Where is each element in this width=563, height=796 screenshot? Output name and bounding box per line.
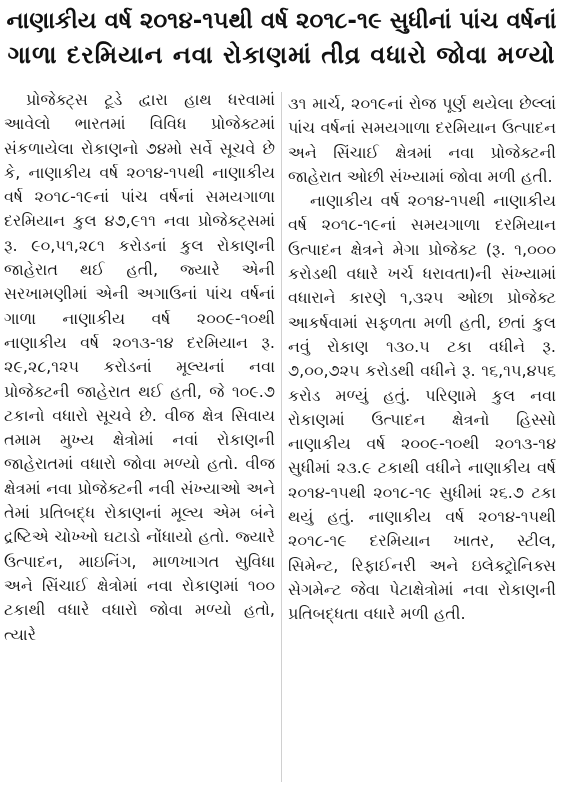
left-column-paragraph: પ્રોજેક્ટ્સ ટૂડે દ્વારા હાથ ધરવામાં આવેલો ભારતમાં વિવિધ પ્રોજેક્ટમાં સંકળાયેલા રોકાણનો ૭૪મો સર્વે સૂચવે છે કે, નાણાકીય વર્ષ ૨૦૧૪-૧૫થી નાણાકીય વર્ષ ૨૦૧૮-૧૯નાં પાંચ વર્ષનાં સમયગાળા દરમિયાન કુલ ૪૭,૯૧૧ નવા પ્રોજેક્ટ્સમાં રૂ. ૯૦,૫૧,૨૮૧ કરોડનાં કુલ રોકાણની જાહેરાત થઈ હતી, જ્યારે એની સરખામણીમાં એની અગાઉનાં પાંચ વર્ષનાં ગાળા નાણાકીય વર્ષ ૨૦૦૯-૧૦થી નાણાકીય વર્ષ ૨૦૧૩-૧૪ દરમિયાન રૂ. ૨૯,૨૮,૧૨૫ કરોડનાં મૂલ્યનાં નવા પ્રોજેક્ટની જાહેરાત થઈ હતી, જે ૧૦૯.૭ ટકાનો વધારો સૂચવે છે. વીજ ક્ષેત્ર સિવાય તમામ મુખ્ય ક્ષેત્રોમાં નવાં રોકાણની જાહેરાતમાં વધારો જોવા મળ્યો હતો. વીજ ક્ષેત્રમાં નવા પ્રોજેક્ટની નવી સંખ્યાઓ અને તેમાં પ્રતિબદ્ધ રોકાણનાં મૂલ્ય એમ બંને દ્રષ્ટિએ ચોખ્ખો ઘટાડો નોંધાયો હતો. જ્યારે ઉત્પાદન, માઇનિંગ, માળખાગત સુવિધા અને સિંચાઈ ક્ષેત્રોમાં નવા રોકાણમાં ૧૦૦ ટકાથી વધારે વધારો જોવા મળ્યો હતો, ત્યારે bbox=[4, 90, 275, 644]
headline-line-2: ગાળા દરમિયાન નવા રોકાણમાં તીવ્ર વધારો જોવા મળ્યો bbox=[7, 41, 556, 69]
headline-line-1: નાણાકીય વર્ષ ૨૦૧૪-૧૫થી વર્ષ ૨૦૧૮-૧૯ સુધીનાં પાંચ વર્ષનાં bbox=[6, 8, 557, 34]
right-column-paragraph-2: નાણાકીય વર્ષ ૨૦૧૪-૧૫થી નાણાકીય વર્ષ ૨૦૧૮-૧૯નાં સમયગાળા દરમિયાન ઉત્પાદન ક્ષેત્રને મેગા પ્રોજેક્ટ (રૂ. ૧,૦૦૦ કરોડથી વધારે ખર્ચ ધરાવતા)ની સંખ્યામાં વધારાને કારણે ૧,૩૨૫ ઓછા પ્રોજેક્ટ આકર્ષવામાં સફળતા મળી હતી, છતાં કુલ નવું રોકાણ ૧૩૦.૫ ટકા વધીને રૂ. ૭,૦૦,૭૨૫ કરોડથી વધીને રૂ. ૧૬,૧૫,૪૫૬ કરોડ મળ્યું હતું. પરિણામે કુલ નવા રોકાણમાં ઉત્પાદન ક્ષેત્રનો હિસ્સો નાણાકીય વર્ષ ૨૦૦૯-૧૦થી ૨૦૧૩-૧૪ સુધીમાં ૨૩.૯ ટકાથી વધીને નાણાકીય વર્ષ ૨૦૧૪-૧૫થી ૨૦૧૮-૧૯ સુધીમાં ૨૬.૭ ટકા થયું હતું. નાણાકીય વર્ષ ૨૦૧૪-૧૫થી ૨૦૧૮-૧૯ દરમિયાન ખાતર, સ્ટીલ, સિમેન્ટ, રિફાઈનરી અને ઇલેક્ટ્રોનિક્સ સેગમેન્ટ જેવા પેટાક્ષેત્રોમાં નવા રોકાણની પ્રતિબદ્ધતા વધારે મળી હતી. bbox=[288, 191, 556, 624]
right-column bbox=[288, 92, 556, 627]
right-column-paragraph-1: ૩૧ માર્ચ, ૨૦૧૯નાં રોજ પૂર્ણ થયેલા છેલ્લાં પાંચ વર્ષનાં સમયગાળા દરમિયાન ઉત્પાદન અને સિંચાઈ ક્ષેત્રમાં નવા પ્રોજેક્ટની જાહેરાત ઓછી સંખ્યામાં જોવા મળી હતી. bbox=[288, 94, 556, 186]
column-divider bbox=[281, 92, 282, 782]
left-column bbox=[4, 88, 275, 647]
headline bbox=[6, 4, 557, 72]
